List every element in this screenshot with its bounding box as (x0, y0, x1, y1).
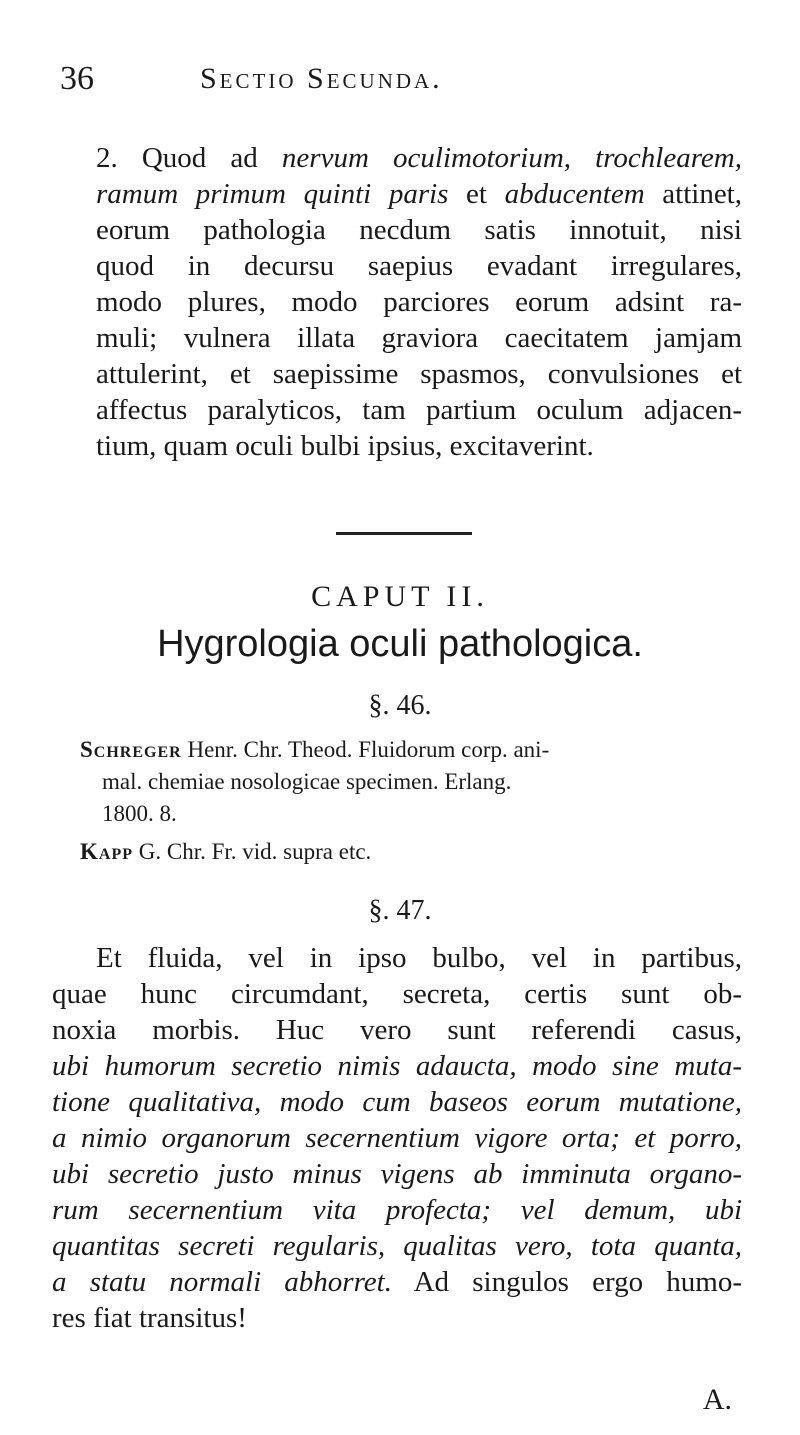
paragraph-2-line (52, 392, 742, 428)
reference-kapp (80, 836, 740, 868)
paragraph-47-line (52, 1120, 742, 1156)
text-run: muli; vulnera illata graviora caecitatem jamjam (96, 322, 742, 354)
text-run: attulerint, et saepissime spasmos, convulsiones et (96, 358, 742, 390)
text-run: Et fluida, vel in ipso bulbo, vel in partibus, (96, 942, 742, 974)
text-run: quantitas secreti regularis, qualitas vero, tota quanta, (52, 1230, 742, 1262)
text-run: Ad singulos ergo humo- (392, 1266, 743, 1298)
text-run: noxia morbis. Huc vero sunt referendi casus, (52, 1014, 742, 1046)
paragraph-47-line (52, 1012, 742, 1048)
text-run: quae hunc circumdant, secreta, certis sunt ob- (52, 978, 742, 1010)
text-run: eorum pathologia necdum satis innotuit, nisi (96, 214, 742, 246)
reference-text: G. Chr. Fr. vid. supra etc. (138, 839, 372, 864)
text-run: a nimio organorum secernentium vigore orta; et porro, (52, 1122, 742, 1154)
text-run: nervum oculimotorium, trochlearem, (281, 142, 742, 174)
text-run: ramum primum quinti paris (96, 178, 449, 210)
paragraph-47-line (52, 1192, 742, 1228)
text-run: 2. Quod ad (96, 142, 282, 174)
reference-author: Schreger (80, 737, 182, 762)
text-run: a statu normali abhorret. (52, 1266, 392, 1298)
text-run: modo plures, modo parciores eorum adsint ra- (96, 286, 742, 318)
page-header (60, 60, 740, 104)
text-run: et (448, 178, 505, 210)
reference-schreger (80, 734, 740, 830)
text-run: tione qualitativa, modo cum baseos eorum mutatione, (52, 1086, 742, 1118)
catchword: A. (702, 1383, 732, 1416)
text-run: affectus paralyticos, tam partium oculum adjacen- (96, 394, 742, 426)
paragraph-2 (52, 140, 742, 464)
paragraph-47 (52, 940, 742, 1336)
paragraph-47-line (52, 1084, 742, 1120)
text-run: res fiat transitus! (52, 1302, 247, 1334)
paragraph-47-line (52, 1048, 742, 1084)
paragraph-2-line (52, 212, 742, 248)
text-run: abducentem (504, 178, 645, 210)
chapter-heading: CAPUT II. (311, 580, 489, 613)
section-47-label: §. 47. (368, 895, 432, 926)
paragraph-2-line (52, 320, 742, 356)
text-run: rum secernentium vita profecta; vel demum, ubi (52, 1194, 742, 1226)
text-run: attinet, (644, 178, 742, 210)
running-head: Sectio Secunda. (200, 62, 443, 95)
paragraph-2-line (52, 140, 742, 176)
section-divider (336, 532, 472, 535)
paragraph-2-line (52, 428, 742, 464)
text-run: ubi humorum secretio nimis adaucta, modo sine muta- (52, 1050, 742, 1082)
paragraph-47-line (52, 1300, 742, 1336)
text-run: quod in decursu saepius evadant irregulares, (96, 250, 742, 282)
page-number: 36 (60, 60, 94, 97)
paragraph-2-line (52, 284, 742, 320)
paragraph-47-line (52, 976, 742, 1012)
paragraph-47-line (52, 1156, 742, 1192)
chapter-title: Hygrologia oculi pathologica. (157, 623, 643, 665)
paragraph-2-line (52, 248, 742, 284)
paragraph-47-line (52, 1228, 742, 1264)
paragraph-2-line (52, 356, 742, 392)
section-46-label: §. 46. (368, 690, 432, 721)
text-run: ubi secretio justo minus vigens ab imminuta organo- (52, 1158, 742, 1190)
text-run: tium, quam oculi bulbi ipsius, excitaverint. (96, 430, 594, 462)
reference-text: Henr. Chr. Theod. Fluidorum corp. ani- (187, 737, 550, 762)
paragraph-2-line (52, 176, 742, 212)
reference-text: mal. chemiae nosologicae specimen. Erlang. (102, 769, 512, 794)
paragraph-47-line (52, 1264, 742, 1300)
reference-text: 1800. 8. (102, 801, 177, 826)
reference-author: Kapp (80, 839, 133, 864)
paragraph-47-line (52, 940, 742, 976)
